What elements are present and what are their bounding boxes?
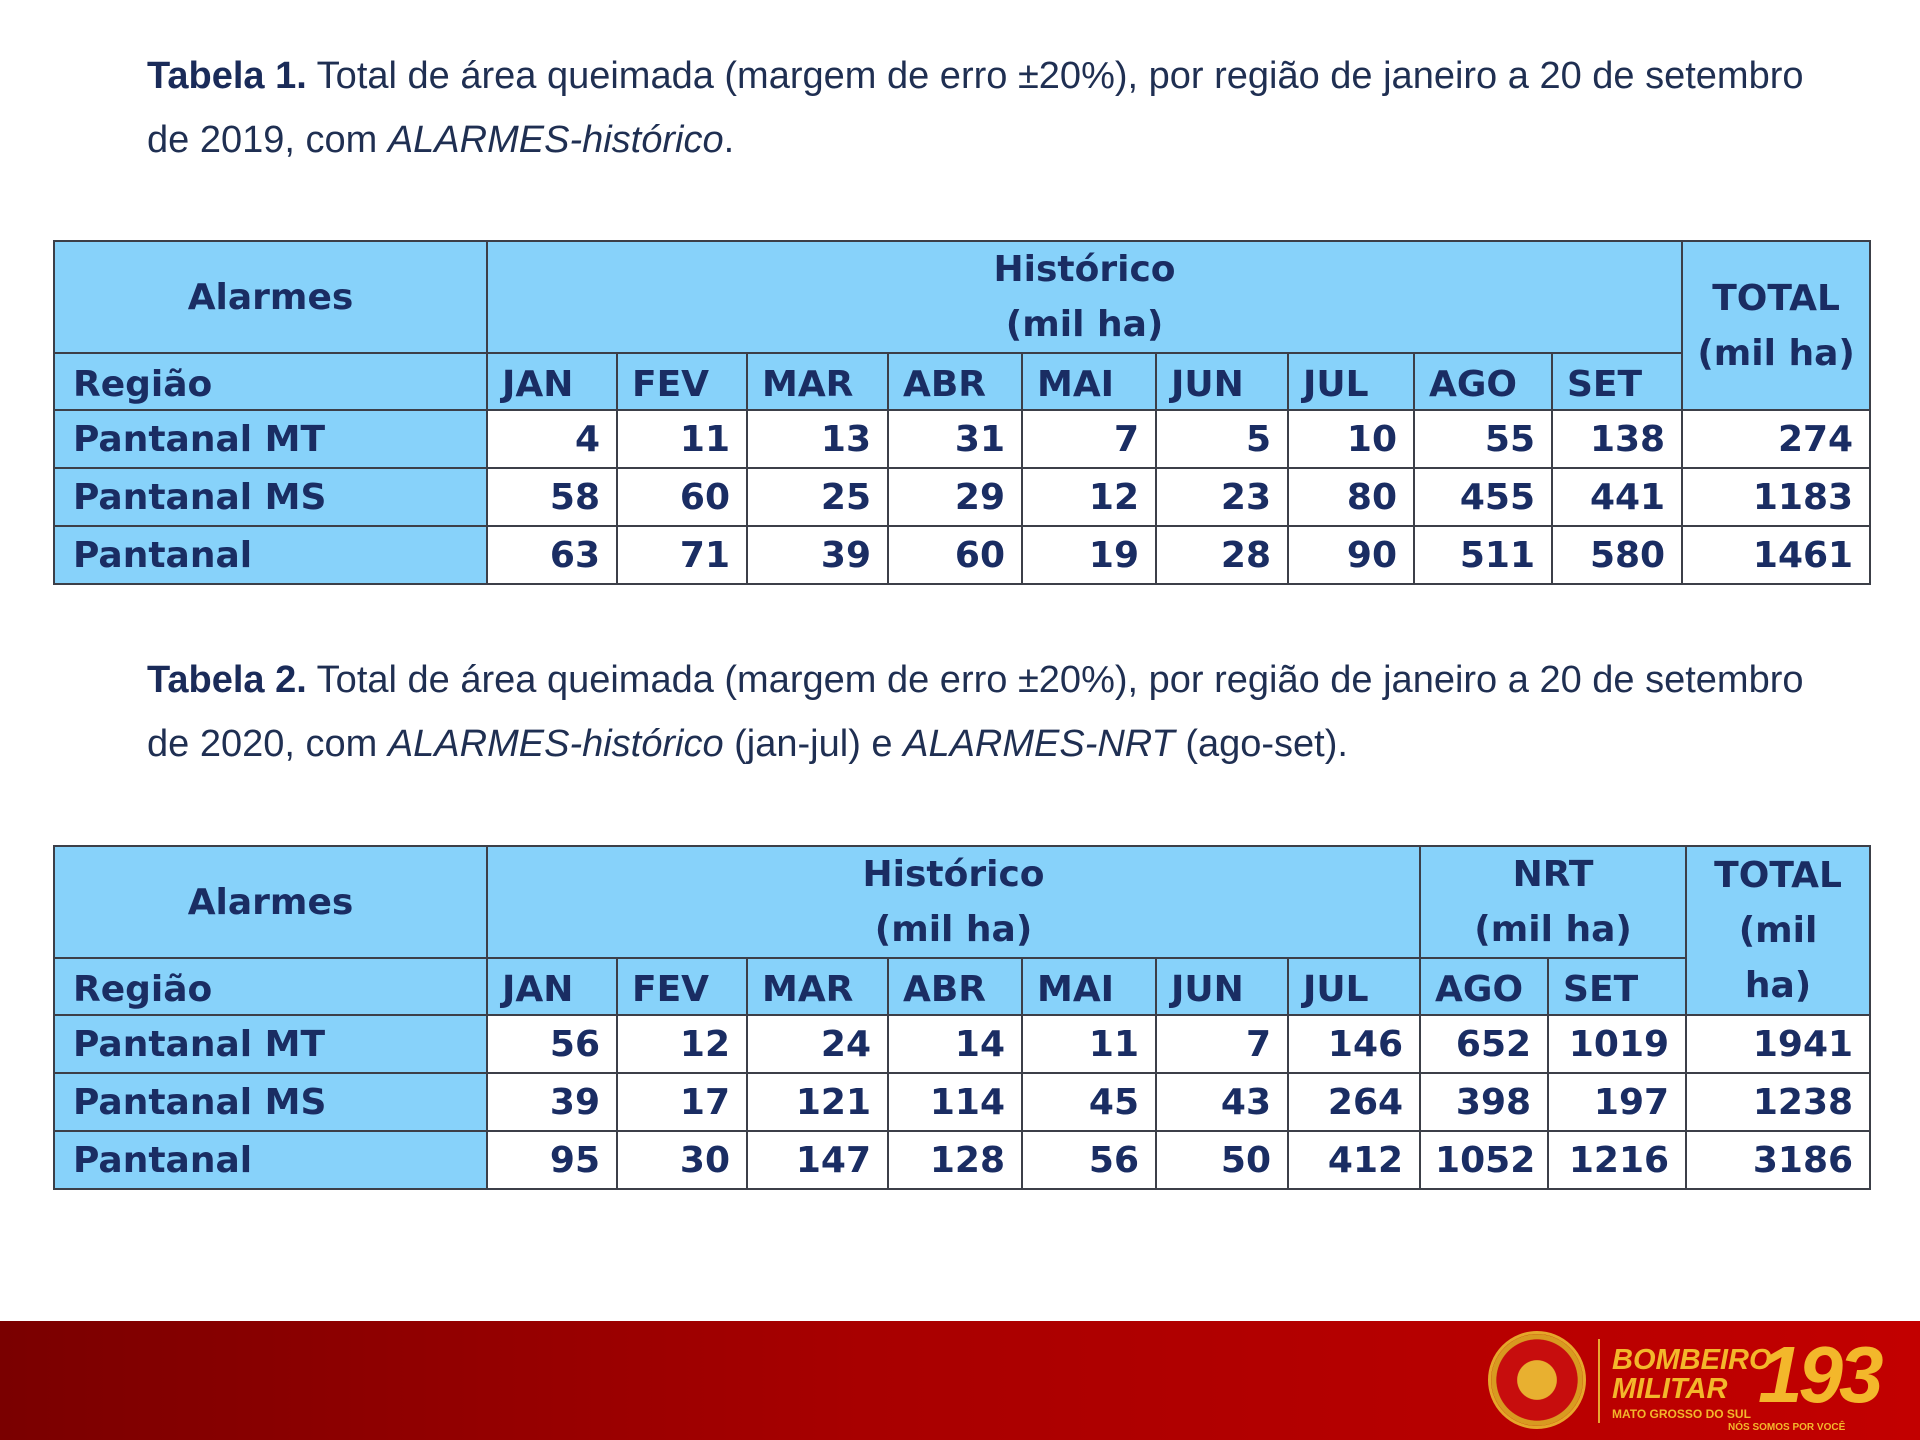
table-row — [54, 410, 1870, 468]
table1-month-header: FEV — [617, 353, 747, 410]
value-cell: 50 — [1156, 1131, 1288, 1189]
value-cell: 1019 — [1548, 1015, 1686, 1073]
table1-month-header: JUL — [1288, 353, 1414, 410]
value-cell: 28 — [1156, 526, 1288, 584]
brand-slogan: NÓS SOMOS POR VOCÊ — [1728, 1422, 1846, 1433]
value-cell: 455 — [1414, 468, 1552, 526]
value-cell: 80 — [1288, 468, 1414, 526]
value-cell: 4 — [487, 410, 617, 468]
table1-month-header: MAI — [1022, 353, 1156, 410]
table1-month-header: JAN — [487, 353, 617, 410]
table1-historico-unit: (mil ha) — [1005, 304, 1164, 345]
table2-month-header: MAR — [747, 958, 888, 1015]
region-cell: Pantanal MS — [54, 1073, 487, 1131]
value-cell: 13 — [747, 410, 888, 468]
value-cell: 19 — [1022, 526, 1156, 584]
table1-region-header: Região — [54, 353, 487, 410]
table2-historico-title: Histórico — [862, 854, 1045, 895]
value-cell: 56 — [1022, 1131, 1156, 1189]
value-cell: 60 — [617, 468, 747, 526]
table2-caption-method-historico: ALARMES-histórico — [387, 723, 724, 765]
table2-caption-end: (ago-set). — [1174, 723, 1348, 765]
table2-month-header: ABR — [888, 958, 1022, 1015]
table1-caption-text: Total de área queimada (margem de erro ±20%), por região de janeiro a 20 de setembro de 2019, com — [147, 55, 1804, 161]
value-cell: 10 — [1288, 410, 1414, 468]
value-cell: 441 — [1552, 468, 1682, 526]
table1-total-title: TOTAL — [1712, 277, 1840, 319]
table-row — [54, 1073, 1870, 1131]
value-cell: 511 — [1414, 526, 1552, 584]
value-cell: 128 — [888, 1131, 1022, 1189]
table2-nrt-header — [1420, 846, 1686, 958]
value-cell: 1052 — [1420, 1131, 1548, 1189]
table1-total-header — [1682, 241, 1870, 410]
value-cell: 5 — [1156, 410, 1288, 468]
value-cell: 29 — [888, 468, 1022, 526]
value-cell: 114 — [888, 1073, 1022, 1131]
value-cell: 45 — [1022, 1073, 1156, 1131]
table2-historico-header — [487, 846, 1420, 958]
table2-caption-text: Total de área queimada (margem de erro ±20%), por região de janeiro a 20 de setembro de 2020, com — [147, 659, 1804, 765]
table1-historico-title: Histórico — [993, 249, 1176, 290]
value-cell: 63 — [487, 526, 617, 584]
fire-department-seal-icon — [1488, 1331, 1586, 1429]
total-cell: 1941 — [1686, 1015, 1870, 1073]
table2-month-header: SET — [1548, 958, 1686, 1015]
table-row — [54, 1131, 1870, 1189]
table2-total-unit: (mil ha) — [1738, 910, 1818, 1006]
table1-month-header: SET — [1552, 353, 1682, 410]
table2-month-header: MAI — [1022, 958, 1156, 1015]
footer-bar — [0, 1321, 1920, 1440]
value-cell: 12 — [1022, 468, 1156, 526]
region-cell: Pantanal MS — [54, 468, 487, 526]
table2-month-header: FEV — [617, 958, 747, 1015]
value-cell: 12 — [617, 1015, 747, 1073]
table1-caption-end: . — [723, 119, 735, 161]
table2-month-header: JAN — [487, 958, 617, 1015]
value-cell: 197 — [1548, 1073, 1686, 1131]
value-cell: 31 — [888, 410, 1022, 468]
region-cell: Pantanal MT — [54, 410, 487, 468]
table2-caption-text-mid: (jan-jul) e — [723, 723, 904, 765]
table1-caption-method: ALARMES-histórico — [387, 119, 724, 161]
value-cell: 264 — [1288, 1073, 1420, 1131]
table1-month-header: ABR — [888, 353, 1022, 410]
table2-region-header: Região — [54, 958, 487, 1015]
value-cell: 95 — [487, 1131, 617, 1189]
region-cell: Pantanal MT — [54, 1015, 487, 1073]
table2-caption-method-nrt: ALARMES-NRT — [903, 723, 1175, 765]
value-cell: 55 — [1414, 410, 1552, 468]
value-cell: 11 — [1022, 1015, 1156, 1073]
table2-nrt-title: NRT — [1512, 854, 1594, 895]
value-cell: 71 — [617, 526, 747, 584]
footer-divider — [1598, 1339, 1600, 1423]
table1-month-header: JUN — [1156, 353, 1288, 410]
value-cell: 17 — [617, 1073, 747, 1131]
value-cell: 43 — [1156, 1073, 1288, 1131]
table2-month-header: AGO — [1420, 958, 1548, 1015]
value-cell: 25 — [747, 468, 888, 526]
value-cell: 412 — [1288, 1131, 1420, 1189]
value-cell: 121 — [747, 1073, 888, 1131]
region-cell: Pantanal — [54, 1131, 487, 1189]
value-cell: 580 — [1552, 526, 1682, 584]
table1-month-header: AGO — [1414, 353, 1552, 410]
brand-number: 193 — [1758, 1330, 1880, 1419]
region-cell: Pantanal — [54, 526, 487, 584]
total-cell: 1461 — [1682, 526, 1870, 584]
table2-month-header: JUL — [1288, 958, 1420, 1015]
brand-state: MATO GROSSO DO SUL — [1612, 1407, 1751, 1421]
table1-alarmes-header: Alarmes — [54, 241, 487, 353]
total-cell: 3186 — [1686, 1131, 1870, 1189]
value-cell: 146 — [1288, 1015, 1420, 1073]
table-row — [54, 1015, 1870, 1073]
value-cell: 90 — [1288, 526, 1414, 584]
table1-caption — [147, 44, 1807, 172]
value-cell: 24 — [747, 1015, 888, 1073]
value-cell: 7 — [1022, 410, 1156, 468]
table-row — [54, 526, 1870, 584]
table1-month-header: MAR — [747, 353, 888, 410]
table-row — [54, 468, 1870, 526]
table1-caption-label: Tabela 1. — [147, 55, 307, 97]
value-cell: 1216 — [1548, 1131, 1686, 1189]
table2-total-header — [1686, 846, 1870, 1015]
table1-total-unit: (mil ha) — [1697, 332, 1855, 374]
value-cell: 7 — [1156, 1015, 1288, 1073]
value-cell: 14 — [888, 1015, 1022, 1073]
value-cell: 398 — [1420, 1073, 1548, 1131]
table1-historico-header — [487, 241, 1682, 353]
value-cell: 39 — [747, 526, 888, 584]
value-cell: 652 — [1420, 1015, 1548, 1073]
brand-line2: MILITAR — [1612, 1373, 1728, 1405]
value-cell: 11 — [617, 410, 747, 468]
total-cell: 1238 — [1686, 1073, 1870, 1131]
table2-alarmes-header: Alarmes — [54, 846, 487, 958]
table2 — [53, 845, 1871, 1190]
table2-month-header: JUN — [1156, 958, 1288, 1015]
total-cell: 1183 — [1682, 468, 1870, 526]
value-cell: 23 — [1156, 468, 1288, 526]
value-cell: 30 — [617, 1131, 747, 1189]
table2-historico-unit: (mil ha) — [874, 909, 1033, 950]
total-cell: 274 — [1682, 410, 1870, 468]
table2-nrt-unit: (mil ha) — [1474, 909, 1632, 950]
value-cell: 58 — [487, 468, 617, 526]
table1 — [53, 240, 1871, 585]
value-cell: 56 — [487, 1015, 617, 1073]
brand-line1: BOMBEIRO — [1612, 1344, 1772, 1376]
value-cell: 147 — [747, 1131, 888, 1189]
value-cell: 60 — [888, 526, 1022, 584]
table2-total-title: TOTAL — [1714, 855, 1842, 896]
table2-caption — [147, 648, 1807, 776]
value-cell: 138 — [1552, 410, 1682, 468]
value-cell: 39 — [487, 1073, 617, 1131]
table2-caption-label: Tabela 2. — [147, 659, 307, 701]
